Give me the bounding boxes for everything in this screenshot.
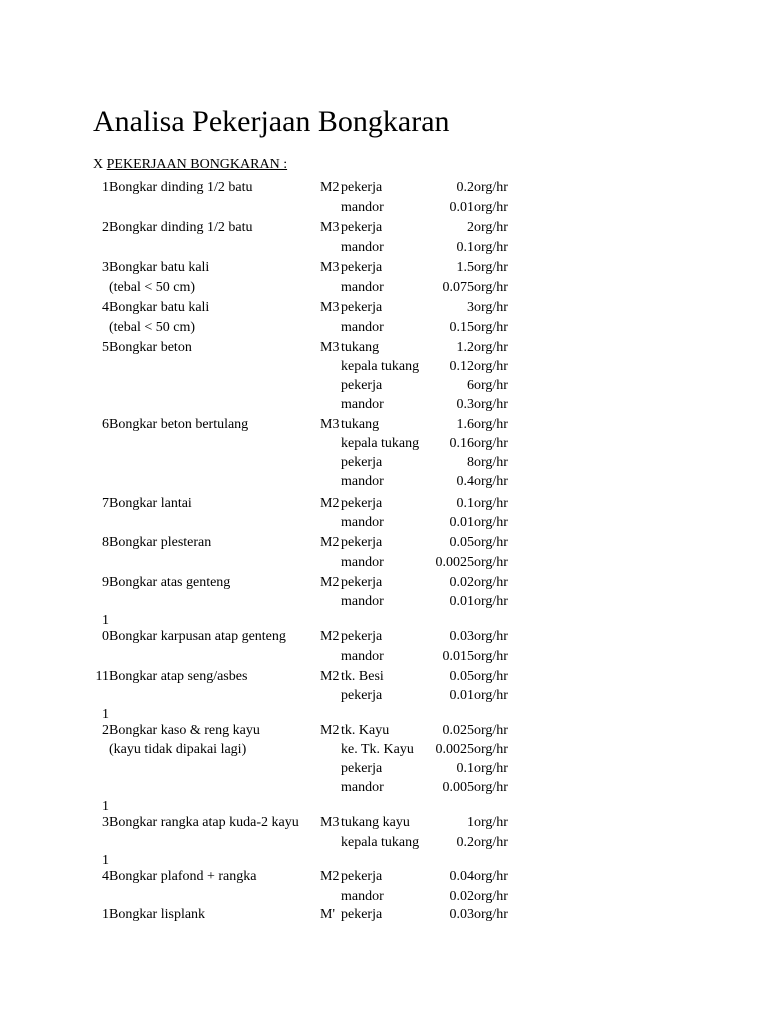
worker-quantity: 0.05	[449, 535, 474, 550]
item-description: Bongkar rangka atap kuda-2 kayu	[109, 815, 299, 830]
item-unit: M2	[320, 629, 340, 644]
item-description: (tebal < 50 cm)	[109, 320, 196, 335]
table-row	[0, 573, 768, 592]
table-row	[0, 778, 768, 797]
table-row	[0, 647, 768, 666]
section-prefix: X	[93, 157, 104, 172]
worker-type: pekerja	[341, 869, 383, 884]
worker-quantity: 1.5	[456, 260, 474, 275]
worker-type: mandor	[341, 594, 384, 609]
worker-quantity: 0.015	[442, 649, 474, 664]
quantity-unit: org/hr	[474, 280, 508, 295]
worker-type: tukang	[341, 417, 380, 432]
quantity-unit: org/hr	[474, 629, 508, 644]
worker-quantity: 0.04	[449, 869, 474, 884]
item-number: 9	[102, 575, 109, 590]
table-row	[0, 278, 768, 297]
table-row	[0, 298, 768, 317]
item-number: 8	[102, 535, 109, 550]
worker-type: pekerja	[341, 575, 383, 590]
quantity-unit: org/hr	[474, 649, 508, 664]
quantity-unit: org/hr	[474, 320, 508, 335]
table-row	[0, 667, 768, 686]
item-number: 5	[102, 340, 109, 355]
item-description: Bongkar kaso & reng kayu	[109, 723, 260, 738]
table-row	[0, 395, 768, 414]
table-row	[0, 759, 768, 778]
worker-quantity: 0.05	[449, 669, 474, 684]
worker-type: mandor	[341, 889, 384, 904]
worker-type: pekerja	[341, 535, 383, 550]
item-description: Bongkar karpusan atap genteng	[109, 629, 286, 644]
quantity-unit: org/hr	[474, 889, 508, 904]
worker-quantity: 8	[467, 455, 474, 470]
quantity-unit: org/hr	[474, 260, 508, 275]
worker-quantity: 0.02	[449, 889, 474, 904]
worker-quantity: 0.15	[449, 320, 474, 335]
worker-quantity: 0.03	[449, 907, 474, 922]
item-description: Bongkar dinding 1/2 batu	[109, 180, 253, 195]
table-row	[0, 238, 768, 257]
item-number: 3	[102, 815, 109, 830]
table-row	[0, 627, 768, 646]
worker-type: pekerja	[341, 260, 383, 275]
table-row	[0, 415, 768, 434]
quantity-unit: org/hr	[474, 378, 508, 393]
item-number: 0	[102, 629, 109, 644]
worker-type: mandor	[341, 320, 384, 335]
worker-quantity: 6	[467, 378, 474, 393]
worker-type: kepala tukang	[341, 436, 420, 451]
worker-type: tukang kayu	[341, 815, 410, 830]
item-number: 2	[102, 220, 109, 235]
table-row	[0, 472, 768, 491]
worker-type: mandor	[341, 474, 384, 489]
item-unit: M2	[320, 669, 340, 684]
worker-type: mandor	[341, 200, 384, 215]
worker-type: kepala tukang	[341, 835, 420, 850]
table-row	[0, 905, 768, 924]
table-row	[0, 533, 768, 552]
worker-quantity: 1.2	[456, 340, 474, 355]
table-row	[0, 740, 768, 759]
quantity-unit: org/hr	[474, 815, 508, 830]
table-row	[0, 434, 768, 453]
item-description: Bongkar dinding 1/2 batu	[109, 220, 253, 235]
worker-quantity: 0.0025	[435, 742, 474, 757]
table-row	[0, 867, 768, 886]
worker-type: pekerja	[341, 496, 383, 511]
item-unit: M3	[320, 340, 340, 355]
table-row	[0, 813, 768, 832]
item-description: Bongkar beton bertulang	[109, 417, 249, 432]
worker-type: pekerja	[341, 761, 383, 776]
worker-quantity: 0.2	[456, 835, 474, 850]
item-number: 1	[102, 907, 109, 922]
worker-type: pekerja	[341, 455, 383, 470]
item-number: 4	[102, 300, 109, 315]
item-number: 2	[102, 723, 109, 738]
table-row	[0, 721, 768, 740]
worker-type: tukang	[341, 340, 380, 355]
worker-quantity: 0.025	[442, 723, 474, 738]
item-unit: M3	[320, 417, 340, 432]
worker-quantity: 1.6	[456, 417, 474, 432]
worker-type: pekerja	[341, 220, 383, 235]
worker-type: pekerja	[341, 688, 383, 703]
worker-quantity: 0.01	[449, 200, 474, 215]
worker-type: mandor	[341, 397, 384, 412]
table-row	[0, 686, 768, 705]
item-number: 6	[102, 417, 109, 432]
item-number: 1	[102, 707, 109, 722]
worker-type: mandor	[341, 515, 384, 530]
page-title: Analisa Pekerjaan Bongkaran	[93, 105, 450, 138]
worker-type: ke. Tk. Kayu	[341, 742, 414, 757]
item-description: Bongkar plafond + rangka	[109, 869, 257, 884]
worker-quantity: 0.01	[449, 594, 474, 609]
worker-quantity: 0.03	[449, 629, 474, 644]
section-heading	[93, 156, 287, 174]
worker-quantity: 2	[467, 220, 474, 235]
quantity-unit: org/hr	[474, 200, 508, 215]
item-description: Bongkar plesteran	[109, 535, 212, 550]
item-description: Bongkar batu kali	[109, 260, 210, 275]
worker-type: pekerja	[341, 180, 383, 195]
table-row	[0, 553, 768, 572]
quantity-unit: org/hr	[474, 300, 508, 315]
item-number: 1	[102, 799, 109, 814]
item-description: Bongkar batu kali	[109, 300, 210, 315]
item-description: Bongkar atap seng/asbes	[109, 669, 248, 684]
worker-type: pekerja	[341, 378, 383, 393]
quantity-unit: org/hr	[474, 688, 508, 703]
quantity-unit: org/hr	[474, 340, 508, 355]
item-number: 1	[102, 613, 109, 628]
quantity-unit: org/hr	[474, 535, 508, 550]
quantity-unit: org/hr	[474, 436, 508, 451]
quantity-unit: org/hr	[474, 594, 508, 609]
table-row	[0, 338, 768, 357]
worker-type: mandor	[341, 280, 384, 295]
item-description: Bongkar beton	[109, 340, 192, 355]
quantity-unit: org/hr	[474, 742, 508, 757]
item-unit: M'	[320, 907, 335, 922]
worker-type: kepala tukang	[341, 359, 420, 374]
quantity-unit: org/hr	[474, 515, 508, 530]
table-row	[0, 376, 768, 395]
item-unit: M3	[320, 260, 340, 275]
quantity-unit: org/hr	[474, 359, 508, 374]
table-row	[0, 887, 768, 906]
quantity-unit: org/hr	[474, 496, 508, 511]
quantity-unit: org/hr	[474, 669, 508, 684]
worker-quantity: 0.02	[449, 575, 474, 590]
worker-type: pekerja	[341, 300, 383, 315]
quantity-unit: org/hr	[474, 575, 508, 590]
item-unit: M3	[320, 300, 340, 315]
item-number: 7	[102, 496, 109, 511]
worker-type: mandor	[341, 555, 384, 570]
quantity-unit: org/hr	[474, 220, 508, 235]
table-row	[0, 833, 768, 852]
quantity-unit: org/hr	[474, 417, 508, 432]
item-number: 1	[102, 853, 109, 868]
section-label: PEKERJAAN BONGKARAN :	[106, 157, 288, 172]
worker-quantity: 0.1	[456, 496, 474, 511]
item-description: (kayu tidak dipakai lagi)	[109, 742, 247, 757]
quantity-unit: org/hr	[474, 474, 508, 489]
worker-quantity: 0.1	[456, 240, 474, 255]
item-description: (tebal < 50 cm)	[109, 280, 196, 295]
quantity-unit: org/hr	[474, 761, 508, 776]
quantity-unit: org/hr	[474, 240, 508, 255]
worker-type: tk. Besi	[341, 669, 384, 684]
worker-type: mandor	[341, 649, 384, 664]
worker-quantity: 0.4	[456, 474, 474, 489]
worker-quantity: 0.1	[456, 761, 474, 776]
item-unit: M2	[320, 496, 340, 511]
worker-quantity: 0.005	[442, 780, 474, 795]
item-unit: M2	[320, 180, 340, 195]
item-unit: M3	[320, 815, 340, 830]
item-description: Bongkar lantai	[109, 496, 192, 511]
item-unit: M2	[320, 869, 340, 884]
item-unit: M2	[320, 535, 340, 550]
table-row	[0, 513, 768, 532]
quantity-unit: org/hr	[474, 780, 508, 795]
item-number: 11	[95, 669, 109, 684]
quantity-unit: org/hr	[474, 907, 508, 922]
worker-quantity: 3	[467, 300, 474, 315]
worker-quantity: 0.3	[456, 397, 474, 412]
worker-quantity: 0.12	[449, 359, 474, 374]
item-number: 4	[102, 869, 109, 884]
worker-quantity: 0.075	[442, 280, 474, 295]
table-row	[0, 453, 768, 472]
worker-quantity: 0.01	[449, 688, 474, 703]
item-number: 3	[102, 260, 109, 275]
item-unit: M3	[320, 220, 340, 235]
quantity-unit: org/hr	[474, 869, 508, 884]
worker-type: pekerja	[341, 629, 383, 644]
worker-quantity: 0.2	[456, 180, 474, 195]
quantity-unit: org/hr	[474, 397, 508, 412]
worker-quantity: 0.01	[449, 515, 474, 530]
quantity-unit: org/hr	[474, 835, 508, 850]
table-row	[0, 218, 768, 237]
quantity-unit: org/hr	[474, 723, 508, 738]
worker-type: mandor	[341, 240, 384, 255]
item-number: 1	[102, 180, 109, 195]
table-row	[0, 592, 768, 611]
table-row	[0, 198, 768, 217]
item-unit: M2	[320, 575, 340, 590]
quantity-unit: org/hr	[474, 455, 508, 470]
item-description: Bongkar lisplank	[109, 907, 206, 922]
worker-type: pekerja	[341, 907, 383, 922]
table-row	[0, 357, 768, 376]
table-row	[0, 318, 768, 337]
table-row	[0, 494, 768, 513]
worker-quantity: 0.16	[449, 436, 474, 451]
worker-type: tk. Kayu	[341, 723, 390, 738]
table-row	[0, 258, 768, 277]
worker-type: mandor	[341, 780, 384, 795]
item-unit: M2	[320, 723, 340, 738]
quantity-unit: org/hr	[474, 555, 508, 570]
worker-quantity: 0.0025	[435, 555, 474, 570]
worker-quantity: 1	[467, 815, 474, 830]
table-row	[0, 178, 768, 197]
quantity-unit: org/hr	[474, 180, 508, 195]
item-description: Bongkar atas genteng	[109, 575, 231, 590]
